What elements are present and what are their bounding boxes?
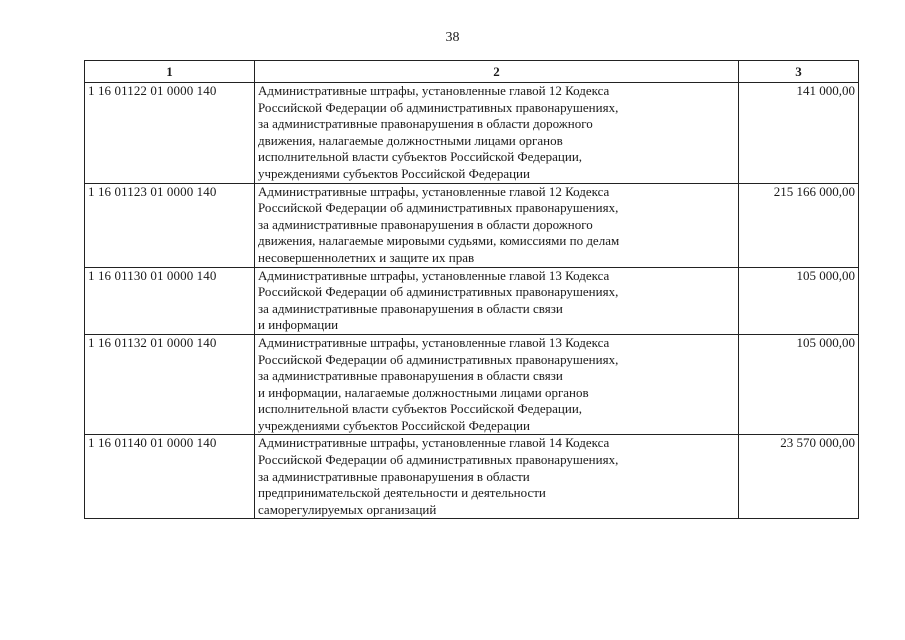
column-header-amount: 3 <box>739 61 859 83</box>
table-row <box>85 435 859 519</box>
description-line: за административные правонарушения в области дорожного <box>258 216 593 232</box>
description-line: Российской Федерации об административных правонарушениях, <box>258 452 619 468</box>
description-line: Российской Федерации об административных правонарушениях, <box>258 351 619 367</box>
description-line: Российской Федерации об административных правонарушениях, <box>258 200 619 216</box>
description-line: Российской Федерации об административных правонарушениях, <box>258 284 619 300</box>
description-line: несовершеннолетних и защите их прав <box>258 249 475 265</box>
description-line: и информации, налагаемые должностными лицами органов <box>258 384 589 400</box>
description-line: учреждениями субъектов Российской Федерации <box>258 417 530 433</box>
description-line: исполнительной власти субъектов Российской Федерации, <box>258 149 583 165</box>
row-description <box>255 83 739 184</box>
description-line: движения, налагаемые должностными лицами органов <box>258 132 563 148</box>
description-line: Административные штрафы, установленные главой 12 Кодекса <box>258 183 610 199</box>
row-code: 1 16 01140 01 0000 140 <box>85 435 255 519</box>
table-row <box>85 183 859 267</box>
description-line: за административные правонарушения в области связи <box>258 368 563 384</box>
description-line: за административные правонарушения в области связи <box>258 300 563 316</box>
table-row <box>85 334 859 435</box>
row-amount: 105 000,00 <box>739 334 859 435</box>
row-code: 1 16 01130 01 0000 140 <box>85 267 255 334</box>
description-line: учреждениями субъектов Российской Федерации <box>258 165 530 181</box>
table-header <box>85 61 859 83</box>
description-line: и информации <box>258 317 339 333</box>
column-header-description: 2 <box>255 61 739 83</box>
row-amount: 215 166 000,00 <box>739 183 859 267</box>
row-code: 1 16 01122 01 0000 140 <box>85 83 255 184</box>
description-line: движения, налагаемые мировыми судьями, комиссиями по делам <box>258 233 620 249</box>
description-line: Административные штрафы, установленные главой 13 Кодекса <box>258 334 610 350</box>
description-line: Российской Федерации об административных правонарушениях, <box>258 99 619 115</box>
row-amount: 141 000,00 <box>739 83 859 184</box>
row-description <box>255 183 739 267</box>
row-description <box>255 334 739 435</box>
row-amount: 23 570 000,00 <box>739 435 859 519</box>
description-line: предпринимательской деятельности и деятельности <box>258 485 546 501</box>
table-row <box>85 267 859 334</box>
description-line: за административные правонарушения в области дорожного <box>258 116 593 132</box>
row-description <box>255 267 739 334</box>
table-row <box>85 83 859 184</box>
row-amount: 105 000,00 <box>739 267 859 334</box>
page-number: 38 <box>445 30 460 45</box>
row-description <box>255 435 739 519</box>
table-body <box>85 83 859 519</box>
description-line: Административные штрафы, установленные главой 12 Кодекса <box>258 83 610 98</box>
row-code: 1 16 01132 01 0000 140 <box>85 334 255 435</box>
description-line: саморегулируемых организаций <box>258 501 437 517</box>
description-line: Административные штрафы, установленные главой 13 Кодекса <box>258 267 610 283</box>
row-code: 1 16 01123 01 0000 140 <box>85 183 255 267</box>
budget-table <box>84 60 859 519</box>
description-line: за административные правонарушения в области <box>258 468 530 484</box>
description-line: Административные штрафы, установленные главой 14 Кодекса <box>258 435 610 451</box>
column-header-code: 1 <box>85 61 255 83</box>
description-line: исполнительной власти субъектов Российской Федерации, <box>258 401 583 417</box>
header-row <box>85 61 859 83</box>
